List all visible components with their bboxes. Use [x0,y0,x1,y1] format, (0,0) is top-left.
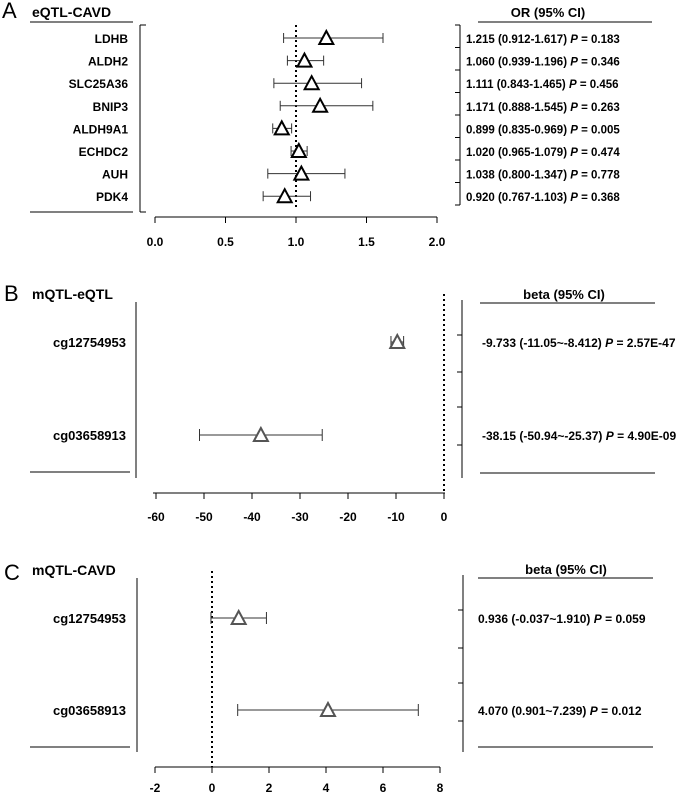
forest-row [69,76,619,91]
panel-a-title: eQTL-CAVD [32,4,112,20]
x-tick-label: 1.5 [358,235,375,249]
x-tick-label: -10 [387,510,405,524]
panel-c-title: mQTL-CAVD [32,562,116,578]
ci-text: 0.936 (-0.037~1.910) P = 0.059 [478,612,646,626]
forest-row [53,428,676,443]
panel-c-letter: C [4,560,20,585]
x-tick-label: 6 [379,781,387,795]
row-label: PDK4 [95,190,128,205]
x-tick-label: -2 [149,781,161,795]
forest-row [73,121,621,136]
x-tick-label: -50 [195,510,213,524]
ci-text: -38.15 (-50.94~-25.37) P = 4.90E-09 [482,429,677,443]
panel-a-column-header: OR (95% CI) [510,5,586,20]
x-tick-label: 0.5 [217,235,234,249]
forest-row [53,703,642,718]
x-tick-label: -20 [339,510,357,524]
row-label: ALDH2 [87,54,128,69]
panel-c-column-header: beta (95% CI) [525,562,607,577]
x-tick-label: 2 [265,781,273,795]
panel-b-column-header: beta (95% CI) [523,287,605,302]
row-label: BNIP3 [92,99,128,114]
row-label: cg03658913 [52,428,126,443]
panel-a [2,0,652,249]
row-label: ALDH9A1 [72,122,128,137]
ci-text: 1.060 (0.939-1.196) P = 0.346 [466,56,620,69]
forest-row [88,54,620,69]
forest-row [95,31,620,46]
row-label: SLC25A36 [68,77,128,92]
row-label: LDHB [94,32,128,46]
x-tick-label: -60 [147,510,165,524]
forest-row [102,167,620,182]
forest-row [79,144,621,159]
ci-text: 1.215 (0.912-1.617) P = 0.183 [466,34,620,46]
panel-c-axis-ticks [150,767,444,795]
panel-b [4,281,676,524]
x-tick-label: -40 [243,510,261,524]
forest-row [53,335,676,350]
x-tick-label: 2.0 [428,235,446,249]
ci-text: 0.920 (0.767-1.103) P = 0.368 [466,192,620,205]
row-label: cg03658913 [52,703,126,718]
x-tick-label: 1.0 [287,235,305,249]
row-label: cg12754953 [52,335,126,350]
ci-text: 1.020 (0.965-1.079) P = 0.474 [466,147,620,159]
panel-c [4,560,653,795]
row-label: ECHDC2 [78,145,128,159]
panel-c-rows [53,571,646,767]
ci-text: 1.171 (0.888-1.545) P = 0.263 [466,101,620,114]
panel-b-title: mQTL-eQTL [32,286,113,302]
panel-a-axis-ticks [147,217,446,249]
panel-b-letter: B [4,281,19,306]
x-tick-label: -30 [291,510,309,524]
ci-text: 1.038 (0.800-1.347) P = 0.778 [466,169,620,182]
x-tick-label: 8 [436,781,444,795]
ci-text: 4.070 (0.901~7.239) P = 0.012 [478,704,642,718]
row-label: AUH [102,167,128,182]
x-tick-label: 0 [440,510,448,524]
ci-text: 0.899 (0.835-0.969) P = 0.005 [466,124,620,137]
panel-b-axis-ticks [147,493,447,524]
ci-text: -9.733 (-11.05~-8.412) P = 2.57E-47 [482,336,676,350]
forest-row [53,611,646,626]
panel-a-rows [69,25,621,208]
panel-a-letter: A [2,0,17,23]
x-tick-label: 0.0 [146,235,164,249]
x-tick-label: 4 [322,781,330,795]
forest-row [96,189,620,204]
forest-row [93,99,620,114]
ci-text: 1.111 (0.843-1.465) P = 0.456 [466,79,619,92]
panel-b-rows [53,294,676,493]
row-label: cg12754953 [52,611,126,626]
x-tick-label: 0 [208,781,216,795]
